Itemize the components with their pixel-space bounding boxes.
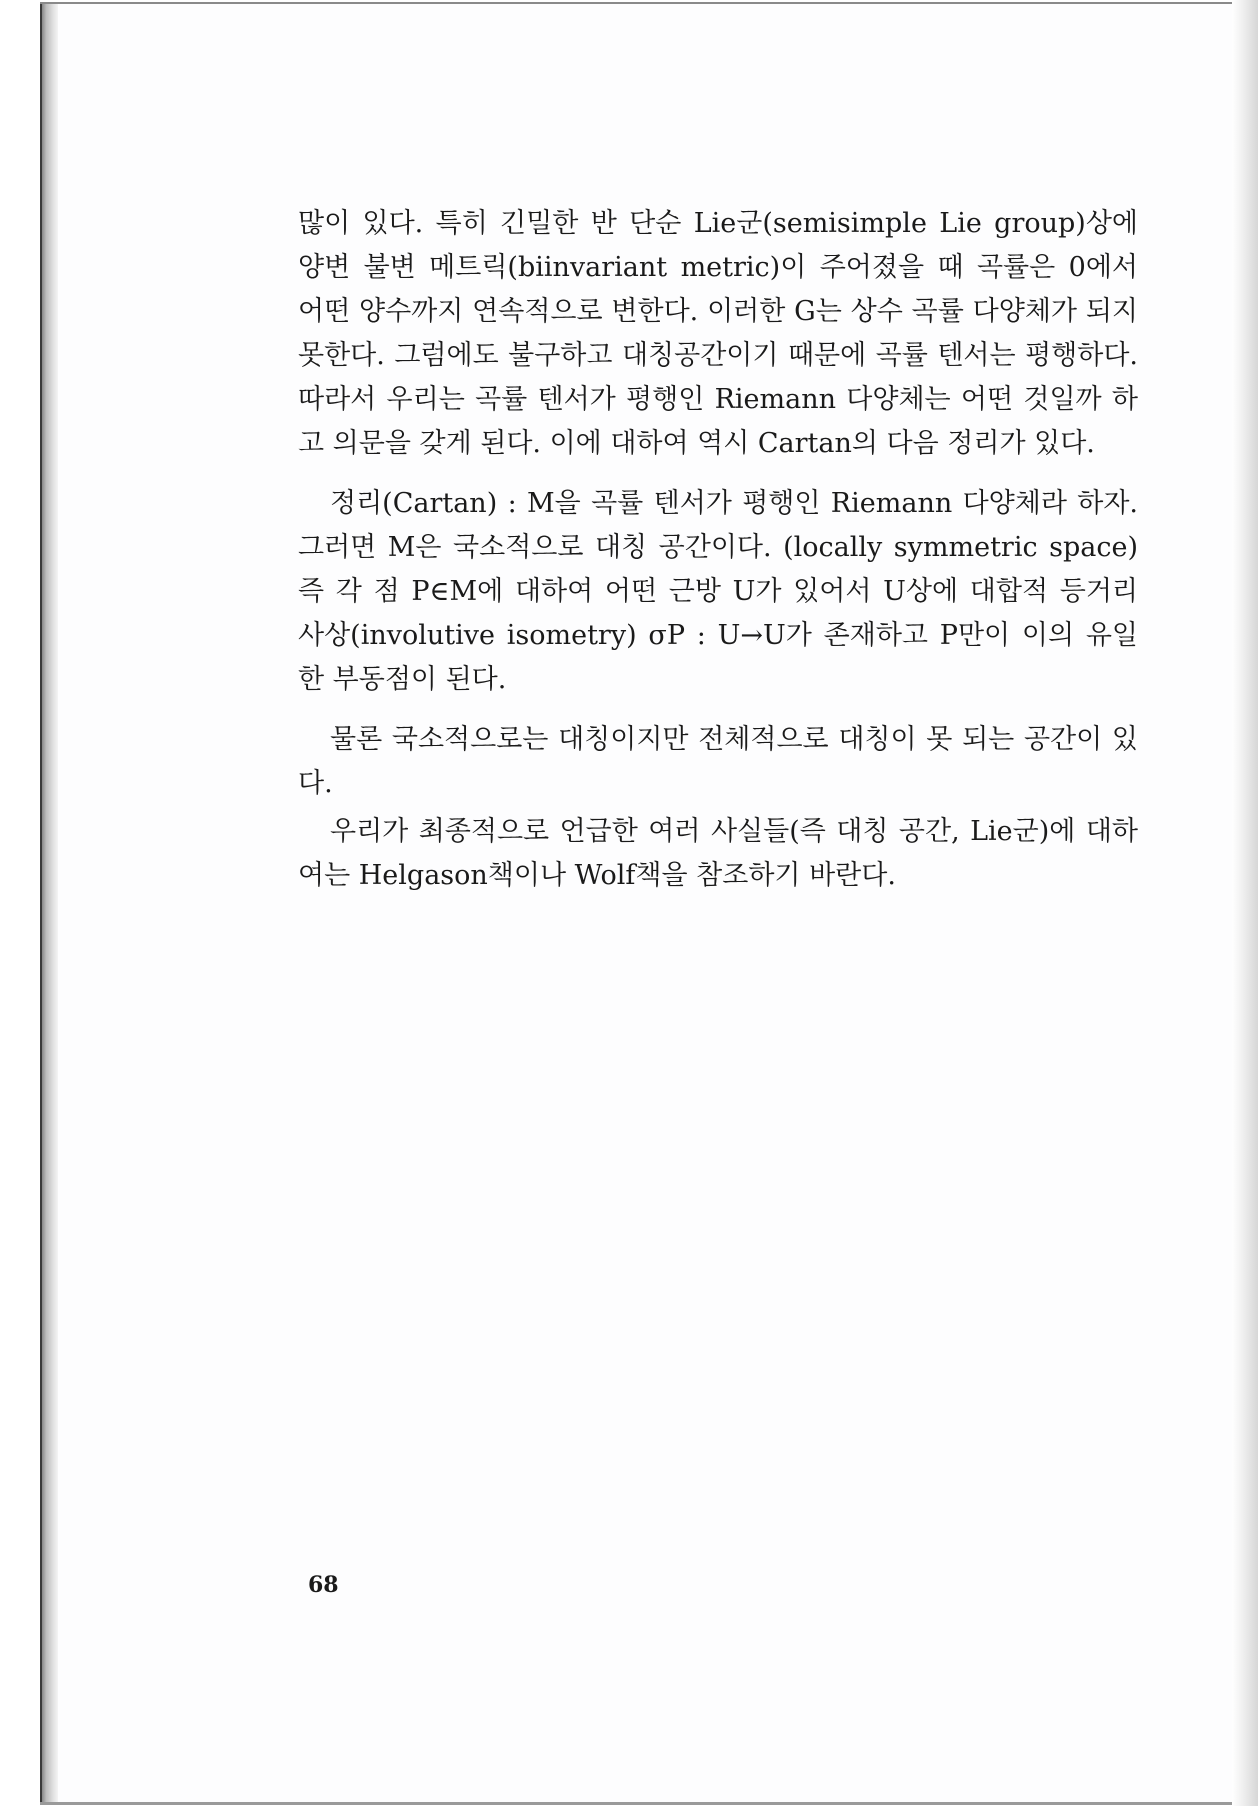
page-bottom-edge bbox=[40, 1802, 1258, 1805]
page-binding-shadow bbox=[40, 4, 58, 1802]
paragraph-local-symmetry: 물론 국소적으로는 대칭이지만 전체적으로 대칭이 못 되는 공간이 있다. bbox=[298, 724, 1138, 799]
page-left-edge bbox=[40, 4, 42, 1802]
page-right-edge bbox=[1232, 0, 1258, 1806]
page-top-edge bbox=[40, 2, 1240, 4]
paragraph-references: 우리가 최종적으로 언급한 여러 사실들(즉 대칭 공간, Lie군)에 대하여는 Helgason책이나 Wolf책을 참조하기 바란다. bbox=[298, 816, 1138, 891]
page-number: 68 bbox=[308, 1572, 339, 1598]
paragraph-cartan-theorem: 정리(Cartan) : M을 곡률 텐서가 평행인 Riemann 다양체라 하자. 그러면 M은 국소적으로 대칭 공간이다. (locally symmetric space) 즉 각 점 P∈M에 대하여 어떤 근방 U가 있어서 U상에 대합적 등거리 사상(involutive isometry) σP : U→U가 존재하고 P만이 이의 유일한 부동점이 된다. bbox=[298, 488, 1138, 695]
paragraph-curvature-intro: 많이 있다. 특히 긴밀한 반 단순 Lie군(semisimple Lie group)상에 양변 불변 메트릭(biinvariant metric)이 주어졌을 때 곡률은 0에서 어떤 양수까지 연속적으로 변한다. 이러한 G는 상수 곡률 다양체가 되지 못한다. 그럼에도 불구하고 대칭공간이기 때문에 곡률 텐서는 평행하다. 따라서 우리는 곡률 텐서가 평행인 Riemann 다양체는 어떤 것일까 하고 의문을 갖게 된다. 이에 대하여 역시 Cartan의 다음 정리가 있다. bbox=[298, 208, 1138, 459]
body-text bbox=[298, 202, 1138, 914]
